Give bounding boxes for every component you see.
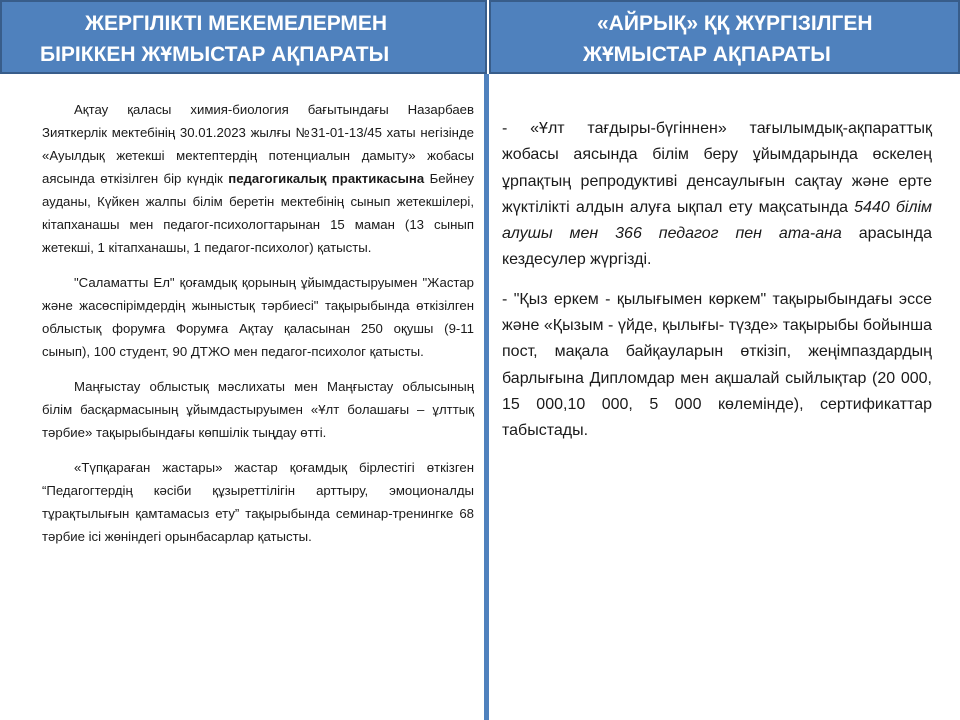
right-p1-italic: 5440 білім алушы мен 366 педагог пен ата-ана	[502, 198, 933, 243]
left-paragraph-3: Маңғыстау облыстық мәслихаты мен Маңғыстау облысының білім басқармасының ұйымдастыруымен «Ұлт болашағы – ұлттық тәрбие» тақырыбындағы көпшілік тыңдау өтті.	[42, 379, 474, 440]
left-column	[42, 98, 474, 560]
header-left-title-line1: ЖЕРГІЛІКТІ МЕКЕМЕЛЕРМЕН	[85, 12, 388, 35]
column-divider	[484, 74, 489, 720]
right-p1-text-b: арасында кездесулер жүргізді.	[502, 225, 932, 269]
header-left-banner	[0, 0, 487, 74]
left-p1-text-a: Ақтау қаласы химия-биология бағытындағы Назарбаев Зияткерлік мектебінің 30.01.2023 жылғы №31-01-13/45 хаты негізінде «Ауылдық жетекші мектептердің потенциалын дамыту» жобасы аясында өткізілген бір күндік	[42, 102, 474, 186]
right-p1-text-a: - «Ұлт тағдыры-бүгіннен» тағылымдық-ақпараттық жобасы аясында білім беру ұйымдарында өскелең ұрпақтың репродуктиві денсаулығын сақтау және ерте жүктілікті алдын алуға ықпал ету мақсатында	[502, 120, 932, 216]
right-column	[502, 116, 932, 458]
right-paragraph-1	[502, 116, 932, 274]
header-right-title-line1: «АЙРЫҚ» ҚҚ ЖҮРГІЗІЛГЕН	[597, 12, 873, 35]
left-p1-bold: педагогикалық практикасына	[228, 171, 425, 186]
header-right-title-line2: ЖҰМЫСТАР АҚПАРАТЫ	[583, 43, 831, 66]
header-right-banner	[489, 0, 960, 74]
left-paragraph-4: «Түпқараған жастары» жастар қоғамдық бірлестігі өткізген “Педагогтердің кәсіби құзыреттілігін арттыру, эмоционалды тұрақтылығын қамтамасыз ету” тақырыбында семинар-тренингке 68 тәрбие ісі жөніндегі орынбасарлар қатысты.	[42, 460, 474, 544]
left-paragraph-1	[42, 98, 474, 259]
right-paragraph-2: - "Қыз еркем - қылығымен көркем" тақырыбындағы эссе және «Қызым - үйде, қылығы- түзде» тақырыбы бойынша пост, мақала байқауларын өткізіп, жеңімпаздардың барлығына Дипломдар мен ақшалай сыйлықтар (20 000, 15 000,10 000, 5 000 көлемінде), сертификаттар табыстады.	[502, 290, 932, 440]
left-p1-text-b: Бейнеу ауданы, Күйкен жалпы білім беретін мектебінің сынып жетекшілері, кітапханашы мен педагог-психологтарынан 15 маман (13 сынып жетекші, 1 кітапханашы, 1 педагог-психолог) қатысты.	[42, 171, 474, 255]
header-left-title-line2: БІРІККЕН ЖҰМЫСТАР АҚПАРАТЫ	[40, 43, 390, 66]
left-paragraph-2: "Саламатты Ел" қоғамдық қорының ұйымдастыруымен "Жастар және жасөспірімдердің жыныстық тәрбиесі" тақырыбында өткізілген облыстық форумға Форумға Ақтау қаласынан 250 оқушы (9-11 сынып), 100 студент, 90 ДТЖО мен педагог-психолог қатысты.	[42, 275, 474, 359]
